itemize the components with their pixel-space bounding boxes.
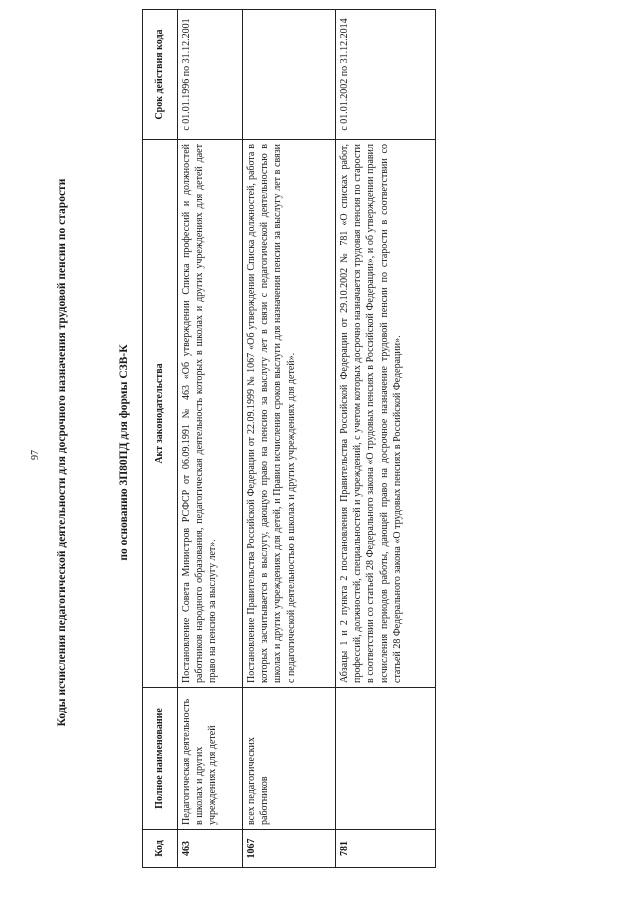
cell-code: 781 <box>336 830 436 868</box>
header-full-name: Полное наименование <box>143 688 178 830</box>
cell-validity-term <box>243 10 336 140</box>
header-legal-act: Акт законодательства <box>143 140 178 688</box>
header-code: Код <box>143 830 178 868</box>
cell-validity-term: с 01.01.2002 по 31.12.2014 <box>336 10 436 140</box>
table-row <box>243 10 336 868</box>
cell-full-name <box>336 688 436 830</box>
document-subtitle: по основанию 3П80ПД для формы СЗВ-К <box>118 344 130 561</box>
cell-legal-act: Постановление Правительства Российской Федерации от 22.09.1999 № 1067 «Об утверждении Списка должностей, работа в которых засчитывается в выслугу, дающую право на пенсию за выслугу лет в связи с педагогической деятельностью в школах и других учреждениях для детей, и Правил исчисления сроков выслуги для назначения пенсии за выслугу лет в связи с педагогической деятельностью в школах и других учреждениях для детей». <box>243 140 336 688</box>
table-header-row <box>143 10 178 868</box>
cell-full-name: всех педагогических работников <box>243 688 336 830</box>
cell-validity-term: с 01.01.1996 по 31.12.2001 <box>178 10 243 140</box>
cell-code: 1067 <box>243 830 336 868</box>
cell-legal-act: Абзацы 1 и 2 пункта 2 постановления Правительства Российской Федерации от 29.10.2002 № 781 «О списках работ, профессий, должностей, специальностей и учреждений, с учетом которых досрочно назначается трудовая пенсия по старости в соответствии со статьей 28 Федерального закона «О трудовых пенсиях в Российской Федерации», и об утверждении правил исчисления периодов работы, дающей право на досрочное назначение трудовой пенсии по старости в соответствии со статьей 28 Федерального закона «О трудовых пенсиях в Российской Федерации». <box>336 140 436 688</box>
cell-legal-act: Постановление Совета Министров РСФСР от 06.09.1991 № 463 «Об утверждении Списка профессий и должностей работников народного образования, педагогическая деятельность которых в школах и других учреждениях для детей дает право на пенсию за выслугу лет». <box>178 140 243 688</box>
table-row <box>178 10 243 868</box>
document-title: Коды исчисления педагогической деятельности для досрочного назначения трудовой пенсии по старости <box>56 178 68 727</box>
page-number: 97 <box>30 450 41 460</box>
header-validity-term: Срок действия кода <box>143 10 178 140</box>
table-row <box>336 10 436 868</box>
codes-table <box>142 9 436 868</box>
cell-full-name: Педагогическая деятельность в школах и других учреждениях для детей <box>178 688 243 830</box>
cell-code: 463 <box>178 830 243 868</box>
